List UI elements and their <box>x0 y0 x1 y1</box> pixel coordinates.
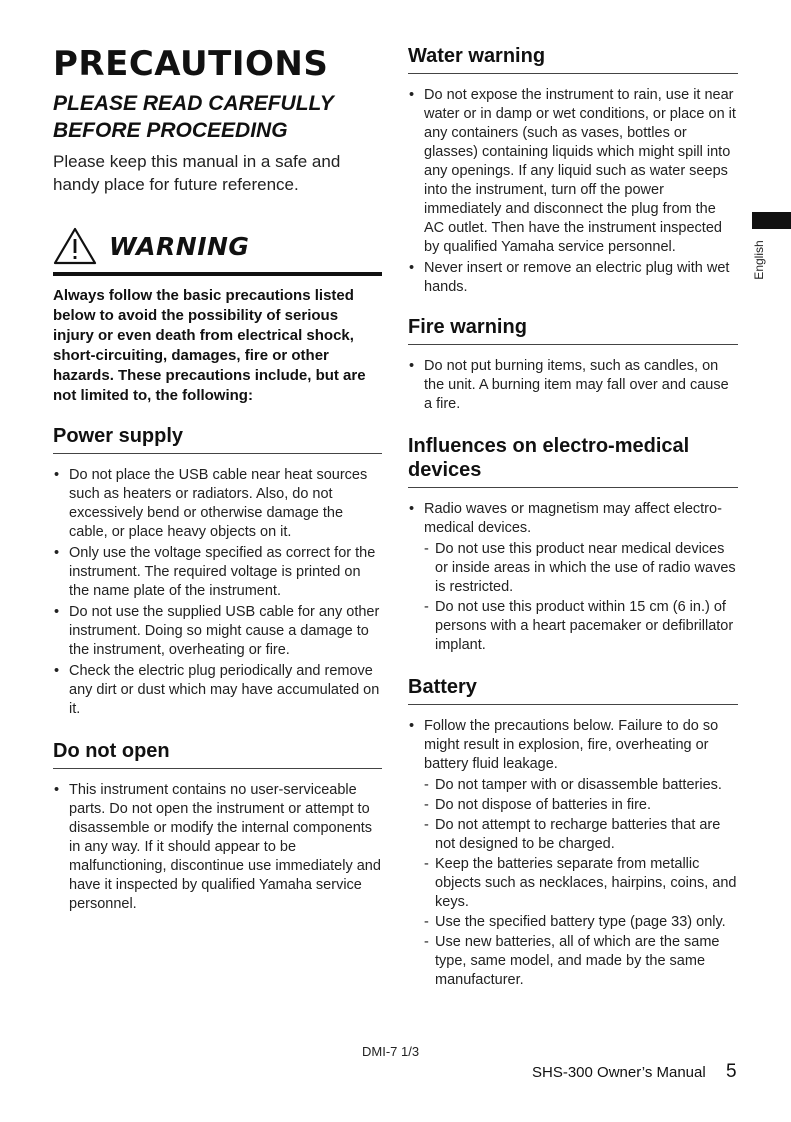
list-item-text: Follow the precautions below. Failure to do so might result in explosion, fire, overheating or battery fluid leakage. <box>424 718 719 772</box>
page-number: 5 <box>726 1061 737 1082</box>
sub-list-item: - Do not use this product near medical devices or inside areas in which the use of radio waves is restricted. <box>424 540 738 597</box>
section-battery <box>408 675 738 990</box>
list-item: • Do not place the USB cable near heat sources such as heaters or radiators. Also, do not excessively bend or otherwise damage the cable, or place heavy objects on it. <box>53 466 382 542</box>
sub-list-item: - Do not dispose of batteries in fire. <box>424 796 738 815</box>
bullet-list <box>408 357 738 414</box>
section-heading: Battery <box>408 675 738 705</box>
list-item: • Do not put burning items, such as candles, on the unit. A burning item may fall over and cause a fire. <box>408 357 738 414</box>
list-item <box>408 717 738 990</box>
language-label: English <box>752 240 766 280</box>
section-do-not-open <box>53 739 382 914</box>
subtitle-line2: BEFORE PROCEEDING <box>53 119 288 142</box>
sub-list <box>424 540 738 655</box>
section-heading: Do not open <box>53 739 382 769</box>
warning-title: WARNING <box>109 231 250 261</box>
right-column <box>408 44 738 992</box>
bullet-list <box>408 86 738 297</box>
section-heading: Water warning <box>408 44 738 74</box>
sub-list-item: - Keep the batteries separate from metallic objects such as necklaces, hairpins, coins, and keys. <box>424 855 738 912</box>
section-electro-medical <box>408 434 738 655</box>
list-item: • Never insert or remove an electric plug with wet hands. <box>408 259 738 297</box>
sub-list-item: - Do not tamper with or disassemble batteries. <box>424 776 738 795</box>
left-column <box>53 44 382 916</box>
page-title: PRECAUTIONS <box>53 44 329 84</box>
list-item: • Do not use the supplied USB cable for any other instrument. Doing so might cause a damage to the instrument, overheating or fire. <box>53 603 382 660</box>
footer-document-code: DMI-7 1/3 <box>362 1044 420 1059</box>
section-power-supply <box>53 424 382 719</box>
warning-header <box>53 220 382 276</box>
language-tab-marker <box>752 212 791 229</box>
section-heading: Fire warning <box>408 315 738 345</box>
list-item: • Only use the voltage specified as correct for the instrument. The required voltage is printed on the name plate of the instrument. <box>53 544 382 601</box>
sub-list-item: - Do not attempt to recharge batteries that are not designed to be charged. <box>424 816 738 854</box>
bullet-list <box>408 717 738 990</box>
footer-manual-title: SHS-300 Owner’s Manual <box>532 1064 706 1081</box>
section-fire-warning <box>408 315 738 414</box>
list-item <box>408 500 738 655</box>
sub-list-item: - Use new batteries, all of which are the same type, same model, and made by the same manufacturer. <box>424 933 738 990</box>
sub-list <box>424 776 738 990</box>
section-heading: Influences on electro-medical devices <box>408 434 738 488</box>
warning-text: Always follow the basic precautions listed below to avoid the possibility of serious injury or even death from electrical shock, short-circuiting, damages, fire or other hazards. These precautions include, but are not limited to, the following: <box>53 287 366 404</box>
section-heading: Power supply <box>53 424 382 454</box>
subtitle-line1: PLEASE READ CAREFULLY <box>53 92 334 115</box>
list-item-text: Radio waves or magnetism may affect electro-medical devices. <box>424 501 722 536</box>
warning-triangle-icon <box>53 226 97 266</box>
bullet-list <box>408 500 738 655</box>
bullet-list <box>53 466 382 719</box>
sub-list-item: - Do not use this product within 15 cm (6 in.) of persons with a heart pacemaker or defibrillator implant. <box>424 598 738 655</box>
sub-list-item: - Use the specified battery type (page 33) only. <box>424 913 738 932</box>
list-item: • This instrument contains no user-serviceable parts. Do not open the instrument or attempt to disassemble or modify the internal components in any way. If it should appear to be malfunctioning, discontinue use immediately and have it inspected by qualified Yamaha service personnel. <box>53 781 382 914</box>
intro-text: Please keep this manual in a safe and handy place for future reference. <box>53 152 341 194</box>
list-item: • Check the electric plug periodically and remove any dirt or dust which may have accumulated on it. <box>53 662 382 719</box>
list-item: • Do not expose the instrument to rain, use it near water or in damp or wet conditions, or place on it any containers (such as vases, bottles or glasses) containing liquids which might spill into any openings. If any liquid such as water seeps into the instrument, turn off the power immediately and disconnect the plug from the AC outlet. Then have the instrument inspected by qualified Yamaha service personnel. <box>408 86 738 257</box>
bullet-list <box>53 781 382 914</box>
section-water-warning <box>408 44 738 297</box>
